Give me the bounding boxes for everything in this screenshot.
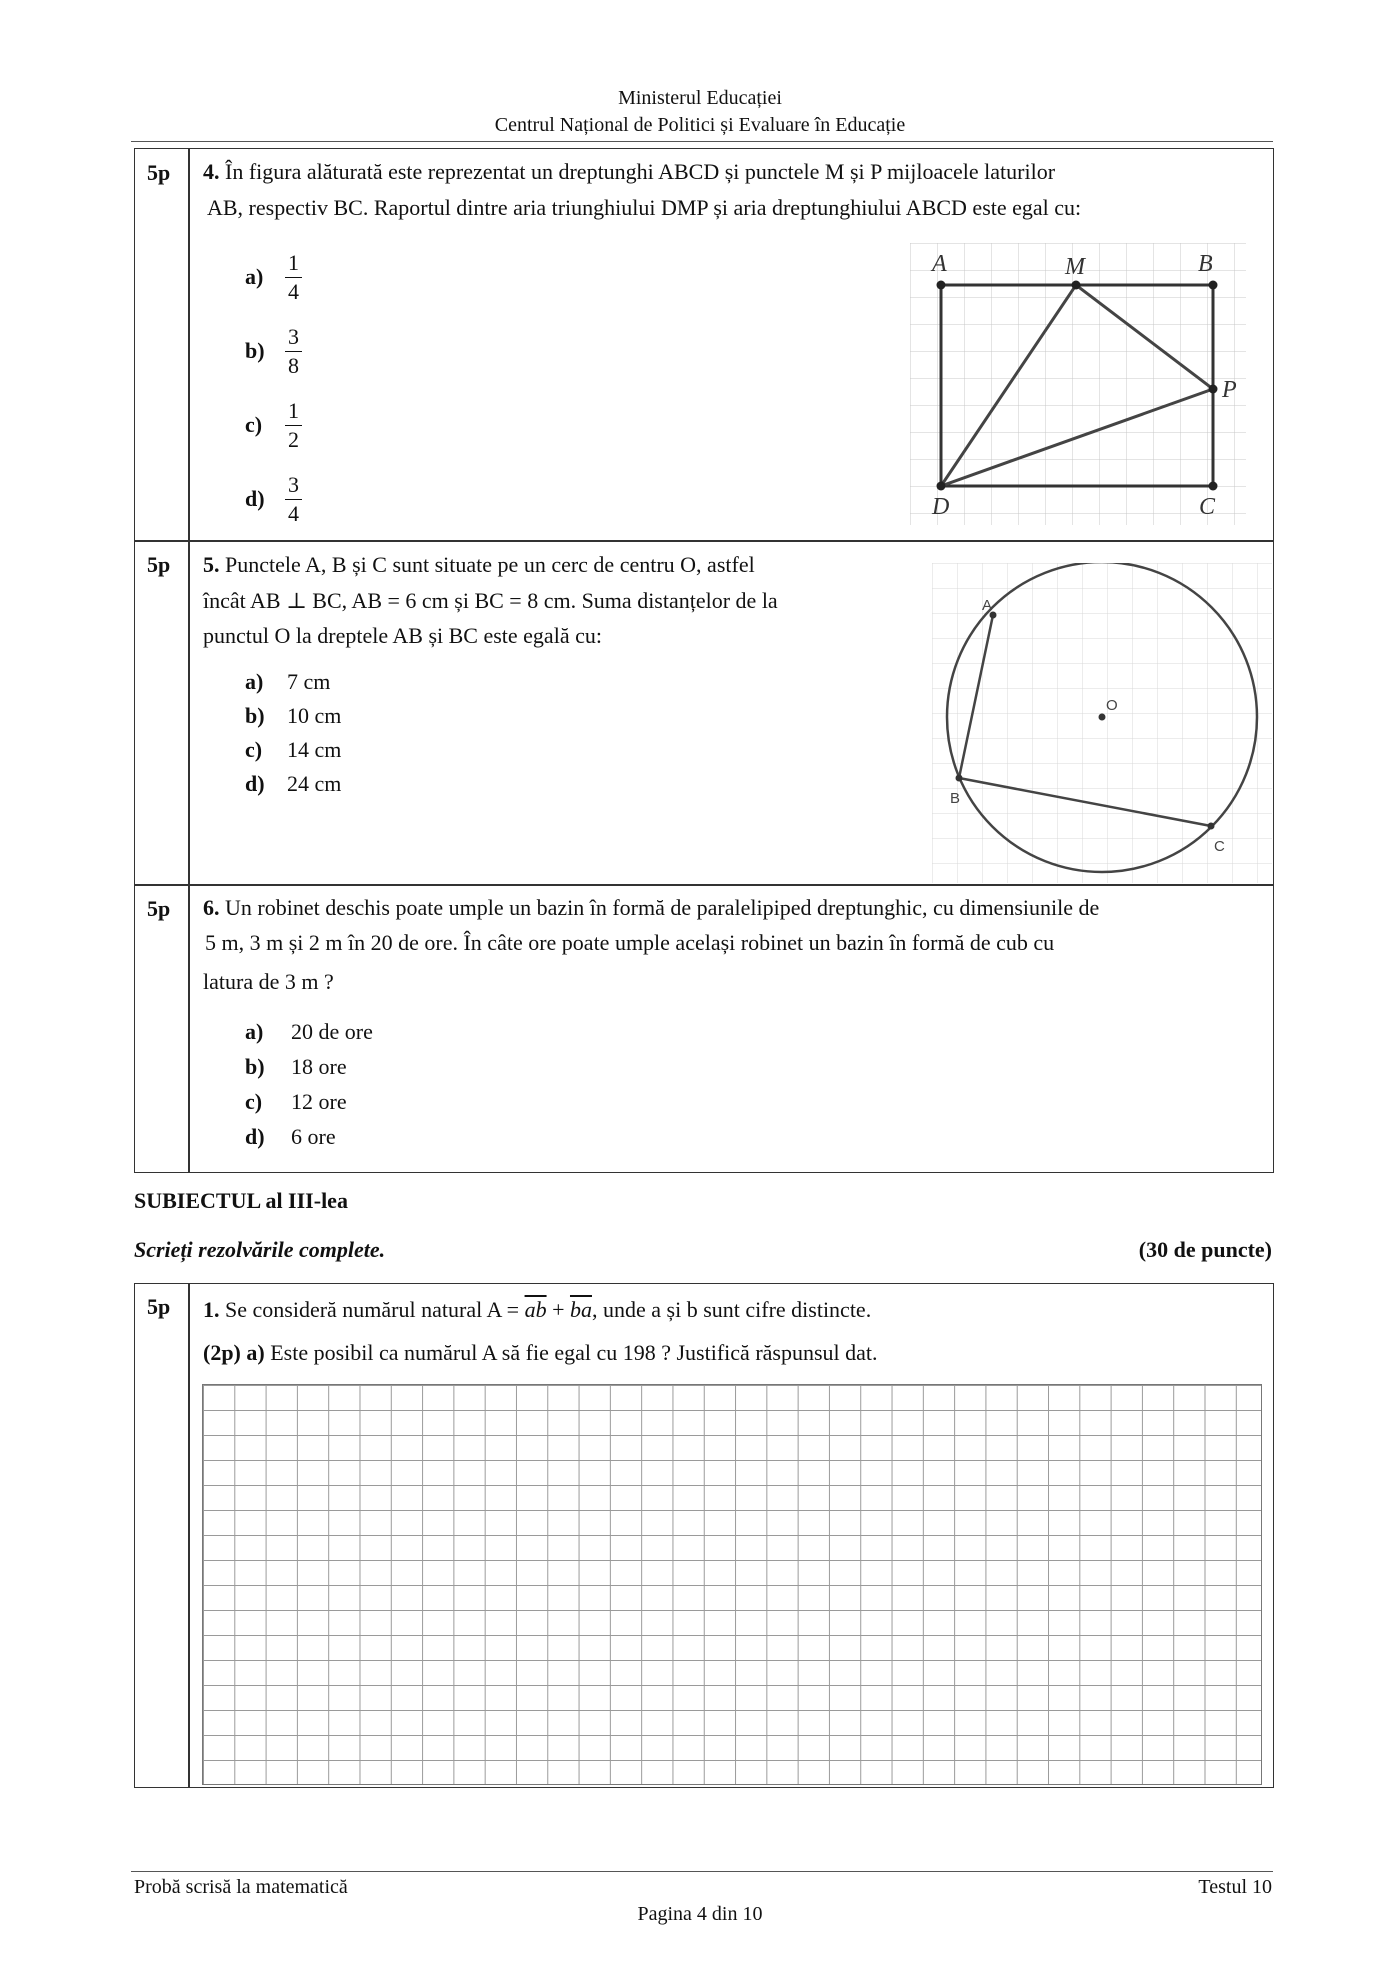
option-text: 20 de ore	[291, 1018, 373, 1044]
label-c: C	[1199, 494, 1216, 520]
q6-line1	[203, 891, 1268, 925]
denominator: 4	[288, 500, 299, 526]
fraction	[285, 398, 302, 453]
option-text: 24 cm	[287, 771, 342, 796]
label-c: C	[1214, 838, 1225, 855]
label-p: P	[1222, 377, 1237, 403]
point-o	[1099, 714, 1106, 721]
footer-test: Testul 10	[1198, 1876, 1272, 1898]
s3q1-text-after: , unde a și b sunt cifre distincte.	[591, 1297, 872, 1322]
q5-option-d	[245, 767, 341, 801]
digits-ba: $\overline{ba}$	[569, 1297, 592, 1322]
q4-text-line2: AB, respectiv BC. Raportul dintre aria triunghiului DMP și aria dreptunghiului ABCD este egal cu:	[207, 195, 1082, 220]
q4-number: 4.	[203, 159, 220, 184]
q5-option-a	[245, 665, 341, 699]
label-b: B	[950, 790, 961, 807]
header-center: Centrul Național de Politici și Evaluare în Educație	[494, 114, 906, 136]
point-c	[1208, 823, 1215, 830]
q4-line1	[203, 155, 1263, 189]
option-label: d)	[245, 771, 265, 796]
label-o: O	[1106, 697, 1118, 714]
label-a: A	[932, 251, 947, 277]
q5-option-b	[245, 699, 341, 733]
fraction	[285, 472, 302, 527]
point-c	[1209, 482, 1218, 491]
option-text: 6 ore	[291, 1123, 336, 1149]
s3q1-divider	[188, 1283, 190, 1788]
q5-text-line2: încât AB ⊥ BC, AB = 6 cm și BC = 8 cm. Suma distanțelor de la	[203, 588, 778, 613]
header-ministry: Ministerul Educației	[618, 87, 782, 109]
point-b	[1209, 281, 1218, 290]
sub-text: Este posibil ca numărul A să fie egal cu 198 ? Justifică răspunsul dat.	[270, 1340, 878, 1365]
option-label: b)	[245, 338, 265, 363]
q6-options	[245, 1014, 373, 1154]
q4-option-a	[245, 240, 325, 314]
q5-option-c	[245, 733, 341, 767]
q5-number: 5.	[203, 552, 220, 577]
plus-sign: +	[546, 1297, 570, 1322]
point-b	[956, 775, 963, 782]
section-title: SUBIECTUL al III-lea	[134, 1188, 348, 1213]
s3q1-points: 5p	[147, 1294, 171, 1319]
label-m: M	[1065, 254, 1085, 280]
q6-option-d	[245, 1119, 373, 1154]
s3q1-text-before: Se consideră numărul natural A =	[225, 1297, 525, 1322]
option-label: a)	[245, 669, 264, 694]
section-instruction: Scrieți rezolvările complete.	[134, 1237, 386, 1262]
sub-points: (2p)	[203, 1340, 241, 1365]
answer-grid[interactable]	[202, 1384, 1262, 1785]
q5-figure	[932, 563, 1272, 883]
footer-page-number: Pagina 4 din 10	[637, 1903, 763, 1925]
numerator: 3	[285, 324, 302, 352]
sub-label: a)	[246, 1340, 265, 1365]
q6-text-line3: latura de 3 m ?	[203, 969, 334, 994]
numerator: 1	[285, 398, 302, 426]
label-b: B	[1198, 251, 1213, 277]
digits-ab: $\overline{ab}$	[524, 1297, 547, 1322]
q4-divider	[188, 148, 190, 542]
q5-text-line1: Punctele A, B și C sunt situate pe un cerc de centru O, astfel	[225, 552, 755, 577]
q6-option-c	[245, 1084, 373, 1119]
q6-option-a	[245, 1014, 373, 1049]
q5-points: 5p	[147, 552, 171, 577]
footer-subject: Probă scrisă la matematică	[134, 1876, 348, 1898]
q4-options	[245, 240, 325, 536]
q5-options	[245, 665, 341, 801]
option-label: b)	[245, 1053, 265, 1079]
option-text: 14 cm	[287, 737, 342, 762]
label-a: A	[982, 597, 993, 614]
option-text: 7 cm	[287, 669, 331, 694]
option-label: c)	[245, 1088, 263, 1114]
denominator: 4	[288, 278, 299, 304]
option-label: d)	[245, 1123, 265, 1149]
s3q1-sub-a	[203, 1336, 1268, 1370]
option-label: d)	[245, 486, 265, 511]
denominator: 8	[288, 352, 299, 378]
option-label: c)	[245, 737, 263, 762]
option-label: a)	[245, 264, 264, 289]
q6-points: 5p	[147, 896, 171, 921]
label-d: D	[932, 494, 950, 520]
s3q1-number: 1.	[203, 1297, 220, 1322]
footer-divider	[131, 1871, 1273, 1872]
q6-text-line1: Un robinet deschis poate umple un bazin în formă de paralelipiped dreptunghic, cu dimensiunile de	[225, 895, 1100, 920]
q6-text-line2: 5 m, 3 m și 2 m în 20 de ore. În câte ore poate umple același robinet un bazin în formă de cub cu	[205, 930, 1055, 955]
section-points: (30 de puncte)	[1138, 1237, 1272, 1262]
option-label: c)	[245, 412, 263, 437]
q5-line1	[203, 548, 923, 582]
option-text: 18 ore	[291, 1053, 347, 1079]
point-a	[937, 281, 946, 290]
point-p	[1209, 385, 1218, 394]
numerator: 1	[285, 250, 302, 278]
option-text: 10 cm	[287, 703, 342, 728]
q4-option-c	[245, 388, 325, 462]
q4-option-d	[245, 462, 325, 536]
header-divider	[131, 141, 1273, 142]
s3q1-line1	[203, 1293, 1268, 1327]
q4-figure	[910, 243, 1246, 525]
fraction	[285, 250, 302, 305]
q4-points: 5p	[147, 160, 171, 185]
point-m	[1072, 281, 1081, 290]
option-label: a)	[245, 1018, 264, 1044]
option-label: b)	[245, 703, 265, 728]
q4-text-line1: În figura alăturată este reprezentat un dreptunghi ABCD și punctele M și P mijloacele laturilor	[225, 159, 1056, 184]
q6-number: 6.	[203, 895, 220, 920]
numerator: 3	[285, 472, 302, 500]
option-text: 12 ore	[291, 1088, 347, 1114]
q4-option-b	[245, 314, 325, 388]
denominator: 2	[288, 426, 299, 452]
q6-divider	[188, 884, 190, 1173]
q5-text-line3: punctul O la dreptele AB și BC este egală cu:	[203, 623, 602, 648]
q5-divider	[188, 540, 190, 886]
q6-option-b	[245, 1049, 373, 1084]
fraction	[285, 324, 302, 379]
point-d	[937, 482, 946, 491]
